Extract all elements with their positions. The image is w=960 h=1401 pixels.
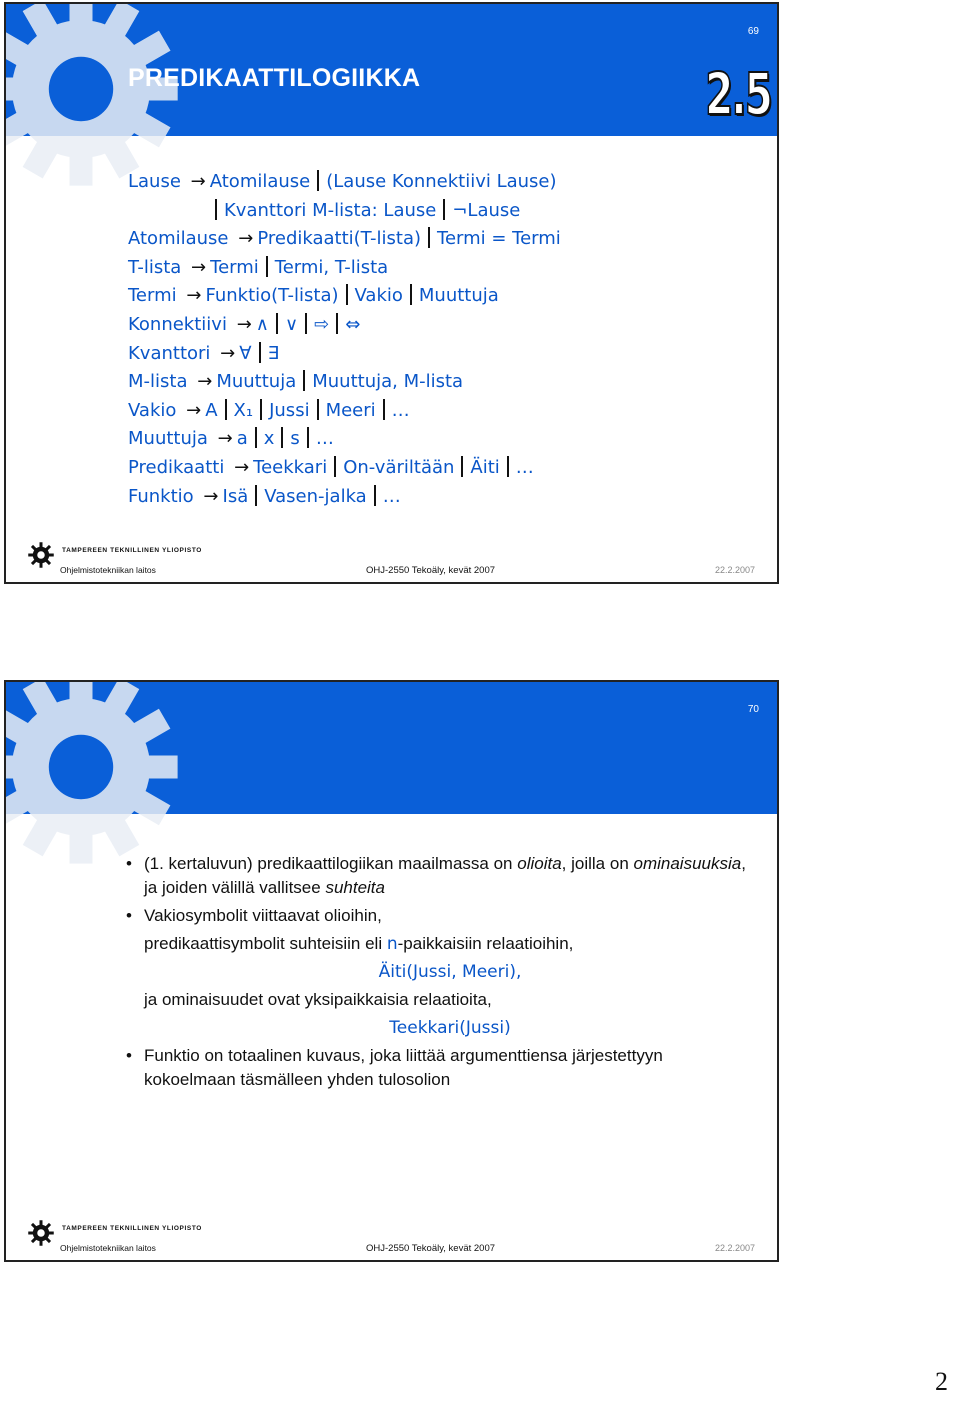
bullet-icon: •	[126, 854, 132, 873]
page-number: 69	[747, 26, 759, 37]
alternative-separator	[266, 256, 268, 277]
grammar-token: Jussi	[269, 399, 310, 421]
footer-course: OHJ-2550 Tekoäly, kevät 2007	[366, 1243, 496, 1254]
alternative-separator	[383, 399, 385, 420]
bullet-text: ominaisuuksia	[633, 854, 742, 873]
alternative-separator	[255, 427, 257, 448]
grammar-line	[128, 483, 561, 512]
grammar-token: Termi	[210, 256, 259, 278]
grammar-token: T-lista	[128, 256, 182, 278]
bullet-icon: •	[126, 1046, 132, 1065]
grammar-line	[128, 225, 561, 254]
alternative-separator	[336, 313, 338, 334]
grammar-token: Lause	[128, 171, 181, 192]
grammar-token: Funktio	[128, 485, 194, 507]
slide-title: PREDIKAATTILOGIIKKA	[128, 64, 421, 92]
footer-department: Ohjelmistotekniikan laitos	[60, 1243, 156, 1253]
bullet-item	[126, 988, 756, 1012]
grammar-token: …	[391, 399, 410, 421]
alternative-separator	[443, 199, 445, 220]
grammar-token: A	[205, 399, 218, 421]
grammar-line	[128, 254, 561, 283]
bullet-item	[126, 1044, 756, 1092]
production-arrow: →	[238, 228, 254, 250]
footer-date: 22.2.2007	[714, 565, 755, 575]
bullet-text: Teekkari(Jussi)	[389, 1018, 511, 1038]
grammar-token: Kvanttori	[128, 342, 211, 364]
grammar-token: Isä	[222, 485, 249, 507]
production-arrow: →	[236, 313, 252, 335]
alternative-separator	[317, 399, 319, 420]
logo-text: TAMPEREEN TEKNILLINEN YLIOPISTO	[62, 547, 202, 554]
slide-footer	[6, 538, 777, 582]
grammar-token: …	[515, 456, 534, 478]
grammar-token: Termi = Termi	[437, 228, 561, 250]
slide-footer	[6, 1216, 777, 1260]
footer-date: 22.2.2007	[714, 1243, 755, 1253]
bullet-item	[126, 1016, 756, 1040]
bullet-text: (1. kertaluvun) predikaattilogiikan maailmassa on	[144, 854, 518, 873]
production-arrow: →	[197, 371, 213, 393]
grammar-token: ⇔	[345, 313, 361, 335]
grammar-line	[128, 340, 561, 369]
production-arrow: →	[203, 485, 219, 507]
grammar-token: Vakio	[354, 285, 403, 307]
alternative-separator	[260, 399, 262, 420]
grammar-token: Vasen-jalka	[264, 485, 367, 507]
grammar-token: a	[236, 428, 248, 450]
footer-course: OHJ-2550 Tekoäly, kevät 2007	[366, 565, 496, 576]
grammar-token: Funktio(T-lista)	[205, 285, 339, 307]
bullet-text: , ja joiden välillä vallitsee	[144, 854, 746, 897]
bullet-text: n	[386, 934, 398, 954]
grammar-token: Teekkari	[253, 456, 328, 478]
alternative-separator	[374, 485, 376, 506]
grammar-token: ¬Lause	[452, 199, 521, 221]
grammar-line	[128, 454, 561, 483]
production-arrow: →	[186, 285, 202, 307]
grammar-token: ∨	[284, 313, 299, 335]
bullet-text: ja ominaisuudet ovat yksipaikkaisia relaatioita,	[144, 990, 492, 1009]
production-arrow: →	[217, 428, 233, 450]
bullet-text: Vakiosymbolit viittaavat olioihin,	[144, 906, 382, 925]
section-number: 2.5	[705, 60, 771, 128]
grammar-token: Muuttuja, M-lista	[312, 371, 464, 393]
alternative-separator	[303, 370, 305, 391]
grammar-token: Muuttuja	[418, 285, 499, 307]
grammar-line	[128, 282, 561, 311]
grammar-line	[128, 397, 561, 426]
alternative-separator	[305, 313, 307, 334]
bullet-item	[126, 960, 756, 984]
bullet-item	[126, 932, 756, 956]
alternative-separator	[225, 399, 227, 420]
bullet-item	[126, 852, 756, 900]
alternative-separator	[307, 427, 309, 448]
grammar-token: Atomilause	[209, 171, 311, 192]
alternative-separator	[507, 456, 509, 477]
bullet-icon: •	[126, 906, 132, 925]
alternative-separator	[215, 199, 217, 220]
production-arrow: →	[186, 399, 202, 421]
bullet-text: predikaattisymbolit suhteisiin eli	[144, 934, 387, 953]
grammar-token: X₁	[233, 399, 254, 421]
slide-body	[126, 848, 756, 1092]
bullet-item	[126, 904, 756, 928]
alternative-separator	[346, 284, 348, 305]
grammar-token: On-väriltään	[343, 456, 455, 478]
grammar-line	[128, 168, 561, 197]
bullet-text: Äiti(Jussi, Meeri),	[378, 962, 522, 982]
grammar-token: ∧	[255, 313, 269, 335]
grammar-token: Muuttuja	[216, 371, 297, 393]
alternative-separator	[317, 170, 319, 191]
grammar-token: Atomilause	[128, 228, 229, 250]
production-arrow: →	[234, 456, 250, 478]
alternative-separator	[281, 427, 283, 448]
grammar-token: Termi, T-lista	[274, 256, 389, 278]
bullet-text: suhteita	[325, 878, 385, 897]
grammar-token: (Lause Konnektiivi Lause)	[326, 171, 557, 192]
grammar-token: Predikaatti(T-lista)	[257, 228, 422, 250]
grammar-line	[128, 425, 561, 454]
alternative-separator	[276, 313, 278, 334]
grammar-token: M-lista	[128, 371, 188, 393]
grammar-token: Äiti	[470, 456, 500, 478]
logo-text: TAMPEREEN TEKNILLINEN YLIOPISTO	[62, 1225, 202, 1232]
grammar-token: Termi	[128, 285, 177, 307]
grammar-token: ∃	[267, 342, 279, 364]
bullet-text: olioita	[517, 854, 562, 873]
grammar-token: Vakio	[128, 399, 177, 421]
grammar-token: …	[382, 485, 401, 507]
grammar-token: Predikaatti	[128, 456, 225, 478]
university-logo-icon	[26, 1218, 56, 1248]
alternative-separator	[461, 456, 463, 477]
grammar-token: x	[263, 428, 275, 450]
grammar-token: s	[290, 428, 300, 450]
production-arrow: →	[220, 342, 236, 364]
production-arrow: →	[191, 256, 207, 278]
page-number: 70	[747, 704, 759, 715]
grammar-line	[128, 368, 561, 397]
slide-69	[4, 2, 779, 584]
grammar-token: Kvanttori M-lista: Lause	[224, 199, 437, 221]
grammar-token: Meeri	[325, 399, 376, 421]
university-logo-icon	[26, 540, 56, 570]
alternative-separator	[428, 227, 430, 248]
alternative-separator	[259, 342, 261, 363]
document-page-number: 2	[935, 1367, 948, 1396]
alternative-separator	[334, 456, 336, 477]
alternative-separator	[255, 485, 257, 506]
bullet-text: -paikkaisiin relaatioihin,	[397, 934, 574, 953]
grammar-rules	[128, 168, 561, 511]
grammar-line	[128, 311, 561, 340]
grammar-token: Muuttuja	[128, 428, 208, 450]
grammar-token: Konnektiivi	[128, 313, 227, 335]
grammar-token: ∀	[239, 342, 252, 364]
bullet-text: Funktio on totaalinen kuvaus, joka liittää argumenttiensa järjestettyyn kokoelmaan täsmälleen yhden tulosolion	[144, 1046, 663, 1089]
bullet-text: , joilla on	[561, 854, 634, 873]
slide-70	[4, 680, 779, 1262]
grammar-token: ⇨	[314, 313, 330, 335]
grammar-token: …	[315, 428, 334, 450]
production-arrow: →	[190, 171, 206, 192]
grammar-line	[128, 197, 561, 226]
footer-department: Ohjelmistotekniikan laitos	[60, 565, 156, 575]
alternative-separator	[410, 284, 412, 305]
